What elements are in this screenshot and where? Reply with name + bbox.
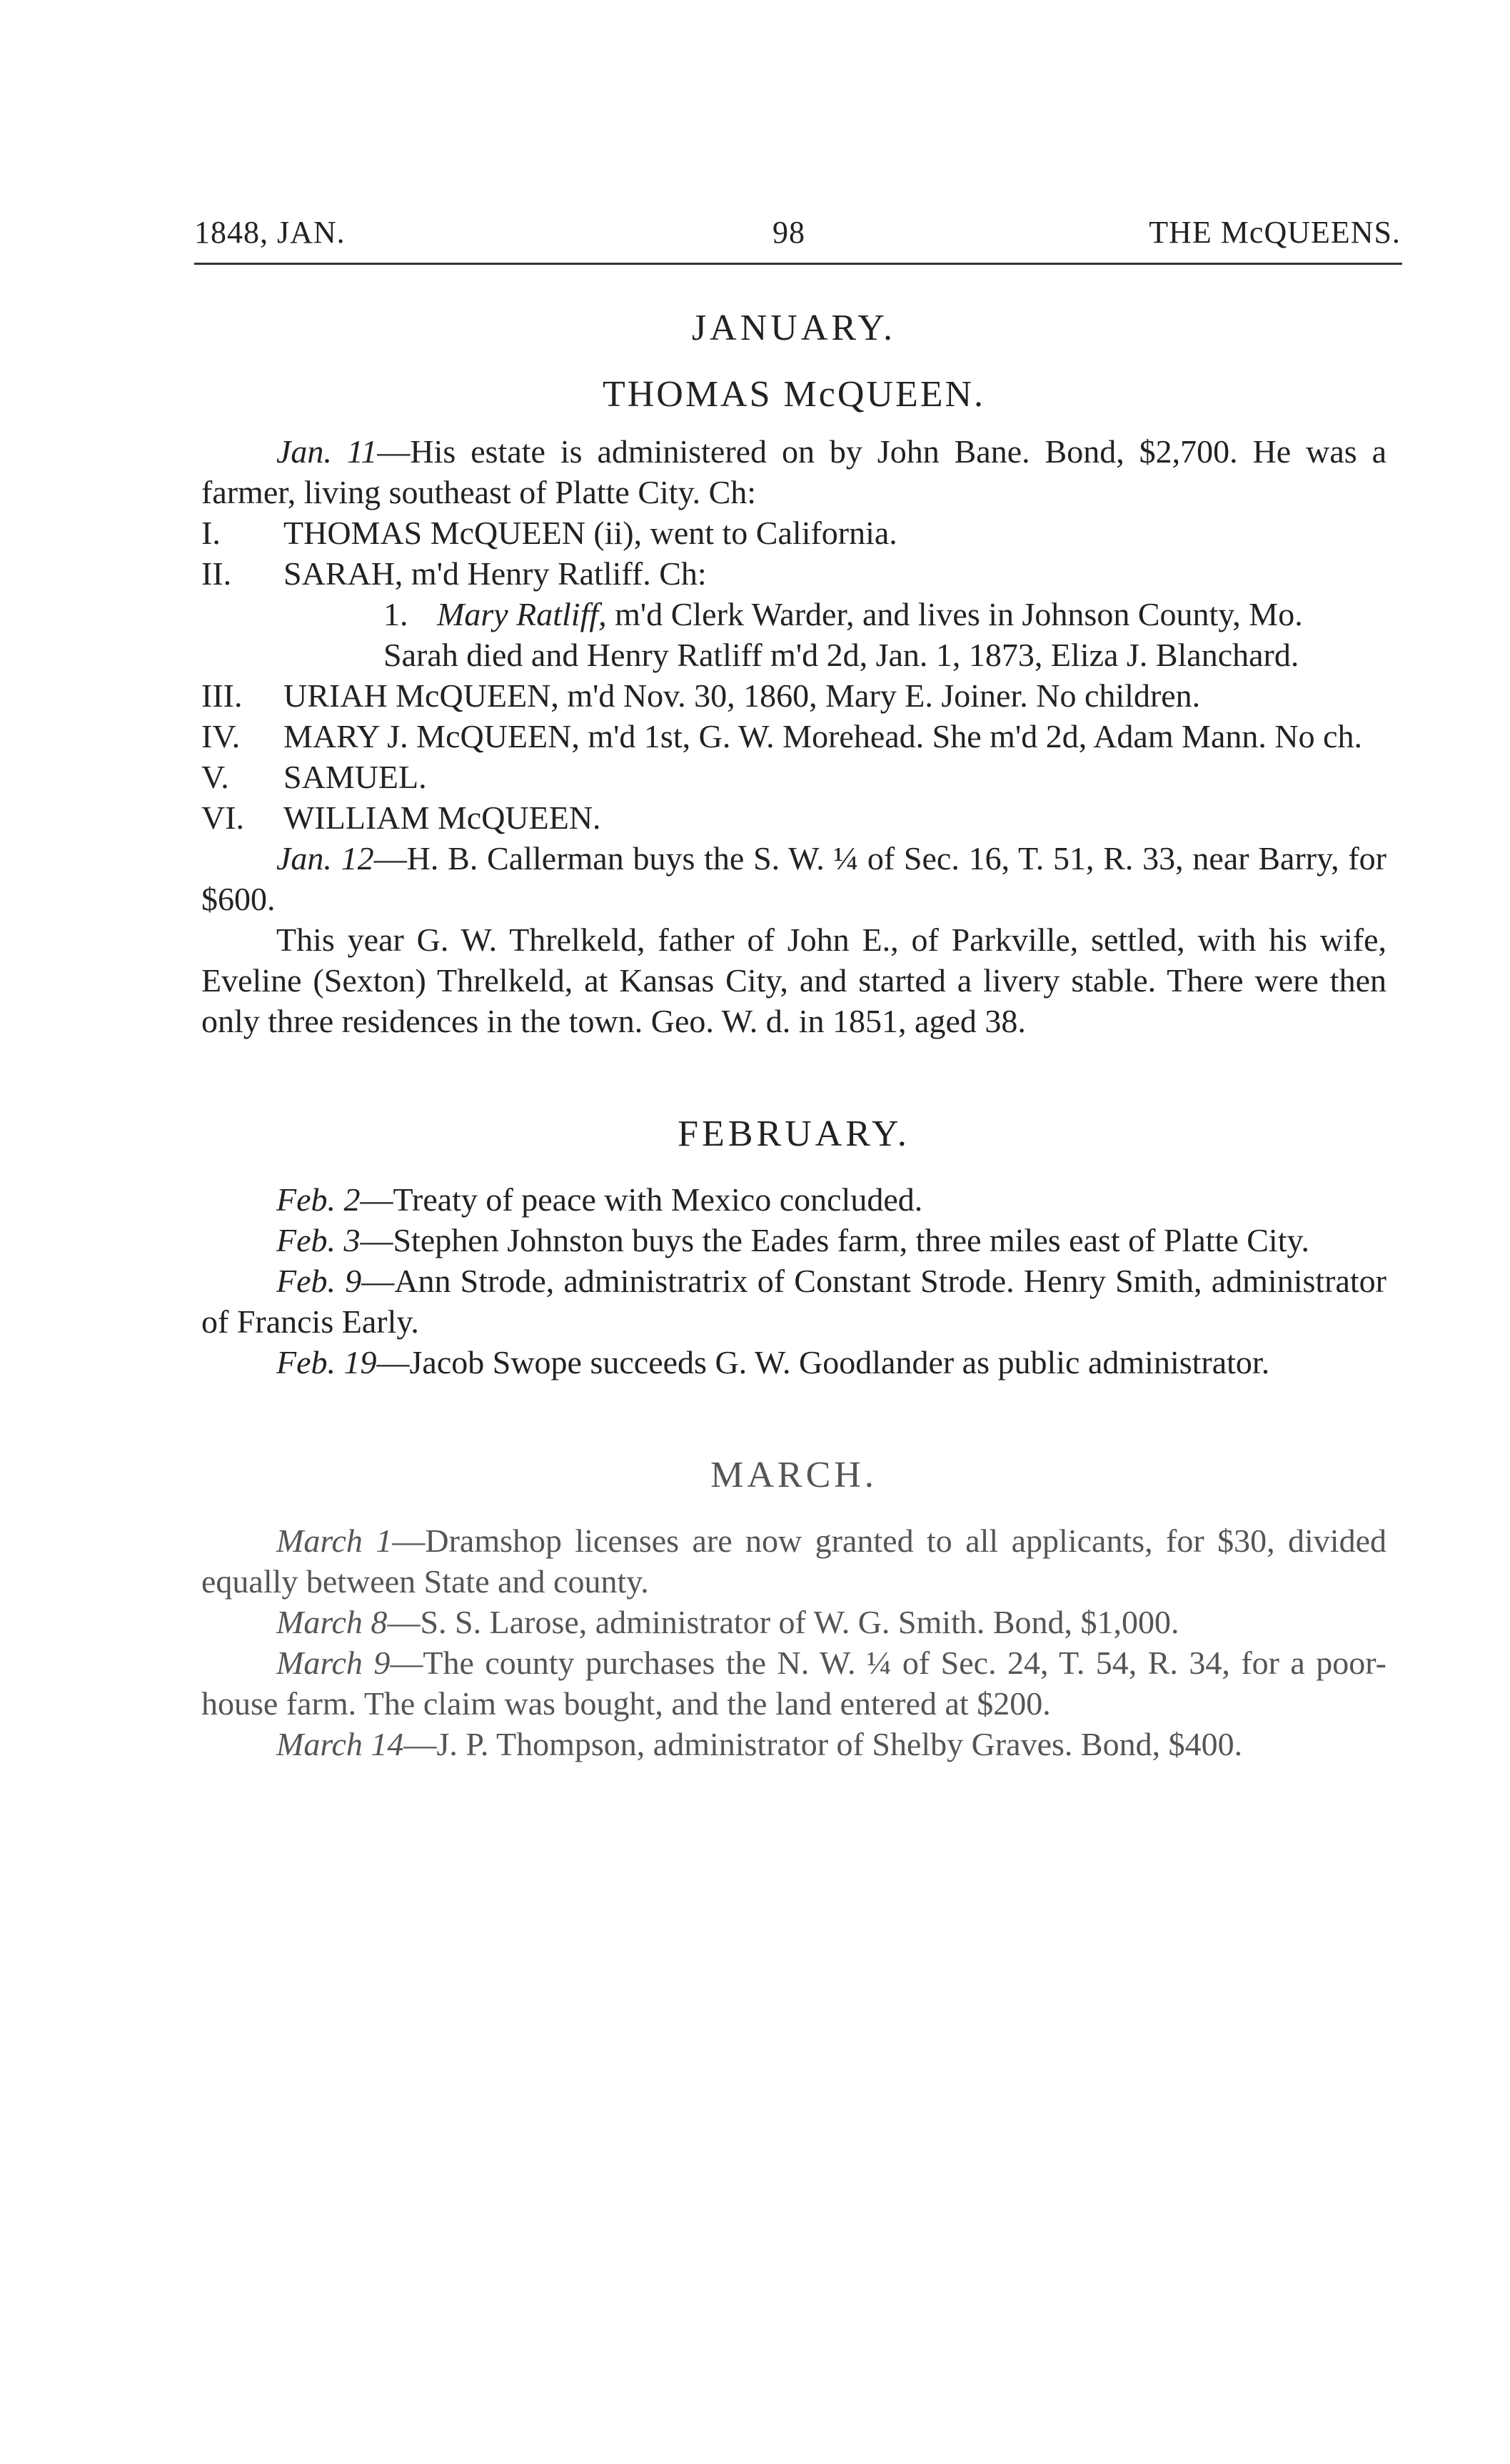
child-number: V.	[201, 759, 229, 795]
sarah-note: Sarah died and Henry Ratliff m'd 2d, Jan. 1, 1873, Eliza J. Blanchard.	[383, 637, 1299, 673]
person-heading: THOMAS McQUEEN.	[602, 374, 986, 415]
entry-jan-12	[201, 838, 1386, 919]
entry-feb	[201, 1342, 1386, 1383]
entry-text: —Dramshop licenses are now granted to all applicants, for $30, divided equally between State and county.	[201, 1523, 1386, 1600]
child-number: IV.	[201, 718, 241, 754]
page-number: 98	[772, 215, 805, 250]
entry-text: —S. S. Larose, administrator of W. G. Smith. Bond, $1,000.	[387, 1604, 1179, 1640]
child-text: SARAH, m'd Henry Ratliff. Ch:	[283, 555, 707, 592]
child-text: URIAH McQUEEN, m'd Nov. 30, 1860, Mary E. Joiner. No children.	[283, 677, 1201, 714]
child-item	[201, 797, 1386, 838]
running-head-title: THE McQUEENS.	[1149, 215, 1401, 250]
child-number: III.	[201, 677, 243, 714]
running-head-date: 1848, JAN.	[194, 215, 346, 250]
grandchild-item	[201, 594, 1386, 635]
entry-date: Jan. 11	[276, 433, 378, 470]
entry-march	[201, 1724, 1386, 1764]
entry-march	[201, 1520, 1386, 1602]
entry-march	[201, 1602, 1386, 1642]
entry-text: —His estate is administered on by John Bane. Bond, $2,700. He was a farmer, living southeast of Platte City. Ch:	[201, 433, 1386, 510]
entry-date: March 1	[276, 1523, 393, 1559]
child-text: SAMUEL.	[283, 759, 427, 795]
entry-date: March 9	[276, 1645, 391, 1681]
child-number: II.	[201, 555, 232, 592]
page-body	[201, 307, 1386, 1764]
entry-date: March 8	[276, 1604, 388, 1640]
entry-text: —Ann Strode, administratrix of Constant Strode. Henry Smith, administrator of Francis Early.	[201, 1263, 1386, 1340]
grandchild-number: 1.	[383, 596, 408, 632]
child-text: MARY J. McQUEEN, m'd 1st, G. W. Morehead. She m'd 2d, Adam Mann. No ch.	[283, 718, 1363, 754]
entry-date: March 14	[276, 1726, 404, 1762]
entry-text: —Treaty of peace with Mexico concluded.	[360, 1181, 923, 1218]
section-heading-january: JANUARY.	[691, 308, 897, 348]
grandchild-text: m'd Clerk Warder, and lives in Johnson County, Mo.	[606, 596, 1303, 632]
running-head	[194, 214, 1401, 251]
child-item	[201, 513, 1386, 553]
entry-date: Feb. 3	[276, 1222, 361, 1258]
entry-jan-11	[201, 431, 1386, 513]
child-item	[201, 757, 1386, 797]
entry-text: —J. P. Thompson, administrator of Shelby Graves. Bond, $400.	[403, 1726, 1243, 1762]
entry-march	[201, 1642, 1386, 1724]
child-number: VI.	[201, 799, 245, 836]
header-rule	[194, 263, 1402, 265]
child-item	[201, 716, 1386, 757]
entry-date: Feb. 19	[276, 1344, 377, 1380]
section-heading-march: MARCH.	[710, 1455, 877, 1495]
child-text: THOMAS McQUEEN (ii), went to California.	[283, 515, 897, 551]
march-entries	[201, 1520, 1386, 1764]
grandchild-name: Mary Ratliff,	[437, 596, 607, 632]
entry-feb	[201, 1220, 1386, 1261]
entry-threlkeld: This year G. W. Threlkeld, father of John E., of Parkville, settled, with his wife, Eveline (Sexton) Threlkeld, at Kansas City, and started a livery stable. There were then only three residences in the town. Geo. W. d. in 1851, aged 38.	[201, 922, 1386, 1039]
entry-date: Jan. 12	[276, 840, 374, 877]
entry-date: Feb. 9	[276, 1263, 362, 1299]
section-gap	[201, 1041, 1386, 1113]
child-item	[201, 675, 1386, 716]
section-gap	[201, 1383, 1386, 1454]
child-number: I.	[201, 515, 221, 551]
entry-date: Feb. 2	[276, 1181, 361, 1218]
entry-feb	[201, 1179, 1386, 1220]
section-heading-february: FEBRUARY.	[678, 1114, 910, 1154]
entry-text: —Stephen Johnston buys the Eades farm, three miles east of Platte City.	[360, 1222, 1310, 1258]
entry-text: —H. B. Callerman buys the S. W. ¼ of Sec. 16, T. 51, R. 33, near Barry, for $600.	[201, 840, 1386, 917]
child-item	[201, 553, 1386, 594]
child-text: WILLIAM McQUEEN.	[283, 799, 601, 836]
entry-feb	[201, 1261, 1386, 1342]
entry-text: —Jacob Swope succeeds G. W. Goodlander as public administrator.	[376, 1344, 1270, 1380]
entry-text: —The county purchases the N. W. ¼ of Sec. 24, T. 54, R. 34, for a poor-house farm. The claim was bought, and the land entered at $200.	[201, 1645, 1387, 1722]
